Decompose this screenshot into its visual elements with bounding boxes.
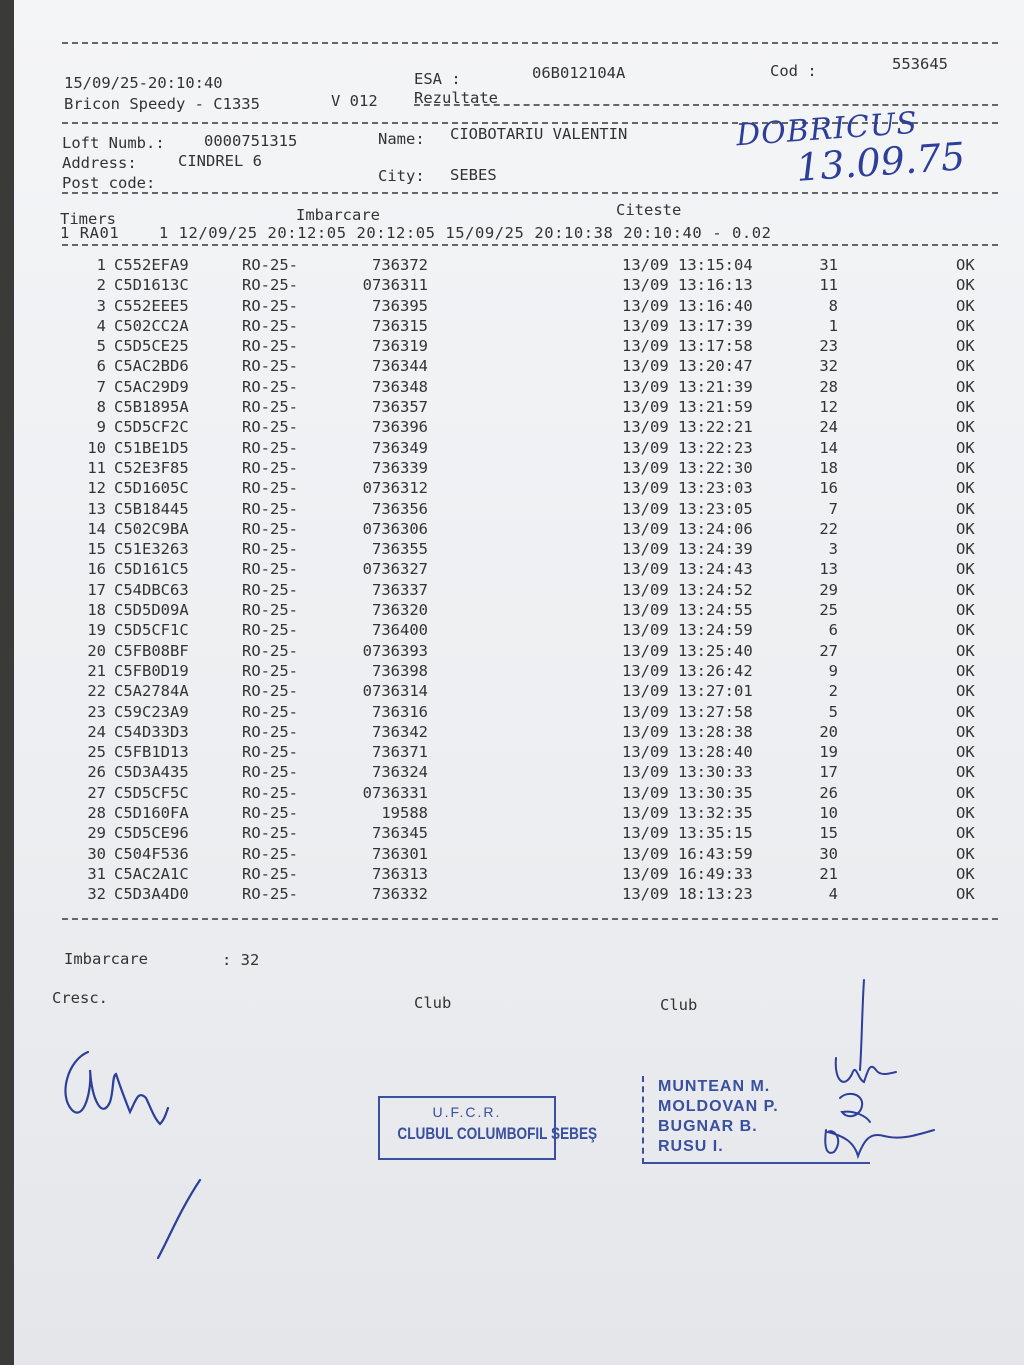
bird-chip-id: C5FB1D13	[114, 743, 189, 762]
imbarcare-header: Imbarcare	[296, 206, 380, 224]
arrival-time: 13/09 13:24:55	[622, 601, 753, 620]
bird-chip-id: C504F536	[114, 844, 189, 863]
position: 28	[819, 377, 838, 396]
ring-number: 0736331	[362, 783, 428, 802]
position: 17	[819, 763, 838, 782]
arrival-time: 13/09 13:26:42	[622, 661, 753, 680]
position: 21	[819, 864, 838, 883]
row-number: 8	[96, 398, 106, 417]
ring-prefix: RO-25-	[242, 540, 298, 559]
bird-chip-id: C5D5CE96	[114, 824, 189, 843]
status: OK	[956, 438, 975, 457]
status: OK	[956, 296, 975, 315]
ring-number: 736344	[372, 357, 428, 376]
arrival-time: 13/09 13:22:23	[622, 438, 753, 457]
ring-number: 736357	[372, 398, 428, 417]
bird-chip-id: C5D5CE25	[114, 337, 189, 356]
row-number: 18	[87, 601, 106, 620]
status: OK	[956, 661, 975, 680]
arrival-time: 13/09 13:17:58	[622, 337, 753, 356]
loft-number: 0000751315	[204, 132, 298, 150]
divider	[62, 244, 998, 246]
timer-line: 1 RA01 1 12/09/25 20:12:05 20:12:05 15/09/25 20:10:38 20:10:40 - 0.02	[60, 224, 772, 242]
ring-number: 736395	[372, 296, 428, 315]
arrival-time: 13/09 13:16:13	[622, 276, 753, 295]
committee-member: MOLDOVAN P.	[658, 1098, 779, 1115]
ring-prefix: RO-25-	[242, 641, 298, 660]
table-row	[70, 357, 1010, 377]
arrival-time: 13/09 13:15:04	[622, 256, 753, 274]
club-stamp-line2: CLUBUL COLUMBOFIL SEBEŞ	[397, 1124, 598, 1143]
bird-chip-id: C5A2784A	[114, 682, 189, 701]
row-number: 9	[96, 418, 106, 437]
ring-number: 736320	[372, 601, 428, 620]
imbarcare-total-label: Imbarcare	[64, 950, 148, 968]
position: 6	[828, 621, 838, 640]
arrival-time: 13/09 13:30:35	[622, 783, 753, 802]
bird-chip-id: C51BE1D5	[114, 438, 189, 457]
bird-chip-id: C5B1895A	[114, 398, 189, 417]
ring-prefix: RO-25-	[242, 763, 298, 782]
cod-value: 553645	[892, 55, 948, 73]
owner-name: CIOBOTARIU VALENTIN	[450, 125, 628, 143]
position: 2	[828, 682, 838, 701]
row-number: 15	[87, 540, 106, 559]
bird-chip-id: C59C23A9	[114, 702, 189, 721]
ring-number: 736313	[372, 864, 428, 883]
position: 11	[819, 276, 838, 295]
row-number: 1	[96, 256, 106, 274]
row-number: 4	[96, 316, 106, 335]
status: OK	[956, 418, 975, 437]
table-row	[70, 865, 1010, 885]
table-row	[70, 804, 1010, 824]
table-row	[70, 337, 1010, 357]
ring-prefix: RO-25-	[242, 601, 298, 620]
ring-number: 736301	[372, 844, 428, 863]
status: OK	[956, 377, 975, 396]
position: 22	[819, 519, 838, 538]
committee-signatures	[804, 970, 944, 1170]
bird-chip-id: C52E3F85	[114, 458, 189, 477]
handwritten-place: DOBRICUS	[735, 105, 919, 154]
ring-number: 736342	[372, 722, 428, 741]
row-number: 20	[87, 641, 106, 660]
ring-prefix: RO-25-	[242, 377, 298, 396]
row-number: 10	[87, 438, 106, 457]
ring-number: 736319	[372, 337, 428, 356]
status: OK	[956, 357, 975, 376]
bird-chip-id: C5D3A435	[114, 763, 189, 782]
committee-member: RUSU I.	[658, 1138, 724, 1155]
status: OK	[956, 804, 975, 823]
row-number: 29	[87, 824, 106, 843]
city-label: City:	[378, 167, 425, 185]
arrival-time: 13/09 13:24:43	[622, 560, 753, 579]
esa-label: ESA :	[414, 70, 461, 88]
bird-chip-id: C5D5CF5C	[114, 783, 189, 802]
table-row	[70, 743, 1010, 763]
status: OK	[956, 864, 975, 883]
table-row	[70, 642, 1010, 662]
arrival-time: 13/09 13:20:47	[622, 357, 753, 376]
ring-prefix: RO-25-	[242, 499, 298, 518]
bird-chip-id: C5D5D09A	[114, 601, 189, 620]
position: 7	[828, 499, 838, 518]
loft-number-label: Loft Numb.:	[62, 134, 165, 152]
arrival-time: 13/09 13:22:30	[622, 458, 753, 477]
results-sheet	[14, 0, 1024, 1365]
divider	[62, 192, 998, 194]
city: SEBES	[450, 166, 497, 184]
status: OK	[956, 479, 975, 498]
position: 19	[819, 743, 838, 762]
device-version: V 012	[331, 92, 378, 110]
arrival-time: 13/09 13:30:33	[622, 763, 753, 782]
arrival-time: 13/09 13:24:06	[622, 519, 753, 538]
status: OK	[956, 458, 975, 477]
table-row	[70, 540, 1010, 560]
arrival-time: 13/09 13:21:59	[622, 398, 753, 417]
position: 1	[828, 316, 838, 335]
table-row	[70, 601, 1010, 621]
table-row	[70, 560, 1010, 580]
status: OK	[956, 499, 975, 518]
arrival-time: 13/09 13:23:05	[622, 499, 753, 518]
ring-prefix: RO-25-	[242, 438, 298, 457]
arrival-time: 13/09 13:28:38	[622, 722, 753, 741]
bird-chip-id: C5AC2BD6	[114, 357, 189, 376]
bird-chip-id: C54D33D3	[114, 722, 189, 741]
position: 24	[819, 418, 838, 437]
status: OK	[956, 885, 975, 904]
status: OK	[956, 743, 975, 762]
position: 3	[828, 540, 838, 559]
position: 14	[819, 438, 838, 457]
ring-number: 0736306	[362, 519, 428, 538]
print-datetime: 15/09/25-20:10:40	[64, 74, 223, 92]
table-row	[70, 378, 1010, 398]
table-row	[70, 398, 1010, 418]
status: OK	[956, 580, 975, 599]
status: OK	[956, 783, 975, 802]
ring-number: 736355	[372, 540, 428, 559]
arrival-time: 13/09 13:27:01	[622, 682, 753, 701]
table-row	[70, 297, 1010, 317]
status: OK	[956, 824, 975, 843]
arrival-time: 13/09 13:22:21	[622, 418, 753, 437]
ring-prefix: RO-25-	[242, 743, 298, 762]
status: OK	[956, 763, 975, 782]
ring-prefix: RO-25-	[242, 357, 298, 376]
ring-prefix: RO-25-	[242, 844, 298, 863]
ring-prefix: RO-25-	[242, 824, 298, 843]
citeste-header: Citeste	[616, 201, 682, 219]
position: 16	[819, 479, 838, 498]
row-number: 28	[87, 804, 106, 823]
ring-number: 736332	[372, 885, 428, 904]
arrival-time: 13/09 13:27:58	[622, 702, 753, 721]
table-row	[70, 824, 1010, 844]
row-number: 16	[87, 560, 106, 579]
row-number: 21	[87, 661, 106, 680]
arrival-time: 13/09 13:35:15	[622, 824, 753, 843]
ring-prefix: RO-25-	[242, 398, 298, 417]
arrival-time: 13/09 13:28:40	[622, 743, 753, 762]
position: 27	[819, 641, 838, 660]
ring-number: 0736393	[362, 641, 428, 660]
table-row	[70, 885, 1010, 905]
row-number: 14	[87, 519, 106, 538]
device-name: Bricon Speedy - C1335	[64, 95, 260, 113]
ring-prefix: RO-25-	[242, 519, 298, 538]
ring-prefix: RO-25-	[242, 682, 298, 701]
table-row	[70, 763, 1010, 783]
ring-number: 0736311	[362, 276, 428, 295]
cresc-label: Cresc.	[52, 989, 108, 1007]
row-number: 7	[96, 377, 106, 396]
ring-number: 736349	[372, 438, 428, 457]
position: 8	[828, 296, 838, 315]
arrival-time: 13/09 13:21:39	[622, 377, 753, 396]
arrival-time: 13/09 13:16:40	[622, 296, 753, 315]
status: OK	[956, 337, 975, 356]
position: 10	[819, 804, 838, 823]
row-number: 24	[87, 722, 106, 741]
position: 25	[819, 601, 838, 620]
report-mode: Rezultate	[414, 89, 498, 107]
table-row	[70, 621, 1010, 641]
bird-chip-id: C5D1613C	[114, 276, 189, 295]
ring-prefix: RO-25-	[242, 661, 298, 680]
position: 20	[819, 722, 838, 741]
ring-number: 736348	[372, 377, 428, 396]
bird-chip-id: C5D5CF1C	[114, 621, 189, 640]
esa-value: 06B012104A	[532, 64, 626, 82]
timers-label: Timers	[60, 210, 116, 228]
row-number: 11	[87, 458, 106, 477]
table-row	[70, 439, 1010, 459]
ring-number: 736400	[372, 621, 428, 640]
cod-label: Cod :	[770, 62, 817, 80]
club-label-1: Club	[414, 994, 452, 1012]
status: OK	[956, 601, 975, 620]
position: 30	[819, 844, 838, 863]
position: 13	[819, 560, 838, 579]
ring-prefix: RO-25-	[242, 702, 298, 721]
ring-number: 736337	[372, 580, 428, 599]
bird-chip-id: C5D1605C	[114, 479, 189, 498]
ring-number: 736371	[372, 743, 428, 762]
row-number: 5	[96, 337, 106, 356]
ring-prefix: RO-25-	[242, 621, 298, 640]
position: 9	[828, 661, 838, 680]
postcode-label: Post code:	[62, 174, 156, 192]
row-number: 32	[87, 885, 106, 904]
arrival-time: 13/09 13:17:39	[622, 316, 753, 335]
row-number: 25	[87, 743, 106, 762]
bird-chip-id: C5AC2A1C	[114, 864, 189, 883]
position: 18	[819, 458, 838, 477]
position: 5	[828, 702, 838, 721]
row-number: 3	[96, 296, 106, 315]
status: OK	[956, 519, 975, 538]
ring-prefix: RO-25-	[242, 783, 298, 802]
status: OK	[956, 682, 975, 701]
club-stamp	[378, 1096, 598, 1160]
row-number: 17	[87, 580, 106, 599]
table-row	[70, 317, 1010, 337]
divider	[62, 42, 998, 44]
arrival-time: 13/09 13:24:52	[622, 580, 753, 599]
ring-number: 736396	[372, 418, 428, 437]
ring-number: 0736314	[362, 682, 428, 701]
arrival-time: 13/09 16:43:59	[622, 844, 753, 863]
address-label: Address:	[62, 154, 137, 172]
status: OK	[956, 256, 975, 274]
ring-number: 736316	[372, 702, 428, 721]
ring-prefix: RO-25-	[242, 296, 298, 315]
ring-prefix: RO-25-	[242, 276, 298, 295]
ring-number: 0736312	[362, 479, 428, 498]
club-label-2: Club	[660, 996, 698, 1014]
bird-chip-id: C5D3A4D0	[114, 885, 189, 904]
bird-chip-id: C502CC2A	[114, 316, 189, 335]
ring-prefix: RO-25-	[242, 458, 298, 477]
ring-number: 736398	[372, 661, 428, 680]
table-row	[70, 581, 1010, 601]
bird-chip-id: C552EFA9	[114, 256, 189, 274]
address: CINDREL 6	[178, 152, 262, 170]
ring-prefix: RO-25-	[242, 580, 298, 599]
ring-prefix: RO-25-	[242, 804, 298, 823]
ring-prefix: RO-25-	[242, 885, 298, 904]
ring-number: 736356	[372, 499, 428, 518]
bird-chip-id: C51E3263	[114, 540, 189, 559]
status: OK	[956, 702, 975, 721]
position: 26	[819, 783, 838, 802]
ring-number: 736339	[372, 458, 428, 477]
status: OK	[956, 722, 975, 741]
table-row	[70, 723, 1010, 743]
imbarcare-total-value: : 32	[222, 951, 260, 969]
position: 32	[819, 357, 838, 376]
arrival-time: 13/09 13:24:59	[622, 621, 753, 640]
table-row	[70, 784, 1010, 804]
bird-chip-id: C5D5CF2C	[114, 418, 189, 437]
name-label: Name:	[378, 130, 425, 148]
ring-prefix: RO-25-	[242, 337, 298, 356]
ring-number: 736345	[372, 824, 428, 843]
ring-prefix: RO-25-	[242, 256, 298, 274]
table-row	[70, 682, 1010, 702]
row-number: 13	[87, 499, 106, 518]
row-number: 30	[87, 844, 106, 863]
ring-prefix: RO-25-	[242, 418, 298, 437]
status: OK	[956, 844, 975, 863]
table-row	[70, 500, 1010, 520]
ring-number: 0736327	[362, 560, 428, 579]
arrival-time: 13/09 13:23:03	[622, 479, 753, 498]
ring-prefix: RO-25-	[242, 722, 298, 741]
position: 12	[819, 398, 838, 417]
bird-chip-id: C5AC29D9	[114, 377, 189, 396]
row-number: 6	[96, 357, 106, 376]
bird-chip-id: C502C9BA	[114, 519, 189, 538]
bird-chip-id: C5FB08BF	[114, 641, 189, 660]
ring-prefix: RO-25-	[242, 560, 298, 579]
status: OK	[956, 316, 975, 335]
table-row	[70, 703, 1010, 723]
row-number: 22	[87, 682, 106, 701]
club-stamp-line1: U.F.C.R.	[432, 1104, 502, 1120]
committee-member: MUNTEAN M.	[658, 1078, 771, 1095]
status: OK	[956, 276, 975, 295]
table-row	[70, 459, 1010, 479]
breeder-signature	[50, 1040, 210, 1270]
row-number: 23	[87, 702, 106, 721]
ring-number: 736315	[372, 316, 428, 335]
row-number: 26	[87, 763, 106, 782]
position: 4	[828, 885, 838, 904]
position: 31	[819, 256, 838, 274]
table-row	[70, 256, 1010, 276]
table-row	[70, 418, 1010, 438]
row-number: 2	[96, 276, 106, 295]
status: OK	[956, 398, 975, 417]
arrival-time: 13/09 16:49:33	[622, 864, 753, 883]
row-number: 19	[87, 621, 106, 640]
table-row	[70, 662, 1010, 682]
row-number: 27	[87, 783, 106, 802]
arrival-time: 13/09 13:32:35	[622, 804, 753, 823]
position: 15	[819, 824, 838, 843]
bird-chip-id: C5D161C5	[114, 560, 189, 579]
status: OK	[956, 621, 975, 640]
bird-chip-id: C5FB0D19	[114, 661, 189, 680]
table-row	[70, 845, 1010, 865]
ring-number: 19588	[381, 804, 428, 823]
bird-chip-id: C5B18445	[114, 499, 189, 518]
ring-number: 736372	[372, 256, 428, 274]
row-number: 31	[87, 864, 106, 883]
table-row	[70, 276, 1010, 296]
position: 29	[819, 580, 838, 599]
results-table	[70, 256, 1010, 906]
table-row	[70, 520, 1010, 540]
row-number: 12	[87, 479, 106, 498]
bird-chip-id: C5D160FA	[114, 804, 189, 823]
ring-prefix: RO-25-	[242, 316, 298, 335]
bird-chip-id: C54DBC63	[114, 580, 189, 599]
bird-chip-id: C552EEE5	[114, 296, 189, 315]
status: OK	[956, 560, 975, 579]
committee-member: BUGNAR B.	[658, 1118, 758, 1135]
status: OK	[956, 641, 975, 660]
table-row	[70, 479, 1010, 499]
ring-prefix: RO-25-	[242, 479, 298, 498]
arrival-time: 13/09 13:24:39	[622, 540, 753, 559]
divider	[62, 918, 998, 920]
ring-number: 736324	[372, 763, 428, 782]
handwritten-date: 13.09.75	[794, 134, 967, 190]
position: 23	[819, 337, 838, 356]
status: OK	[956, 540, 975, 559]
arrival-time: 13/09 13:25:40	[622, 641, 753, 660]
ring-prefix: RO-25-	[242, 864, 298, 883]
arrival-time: 13/09 18:13:23	[622, 885, 753, 904]
